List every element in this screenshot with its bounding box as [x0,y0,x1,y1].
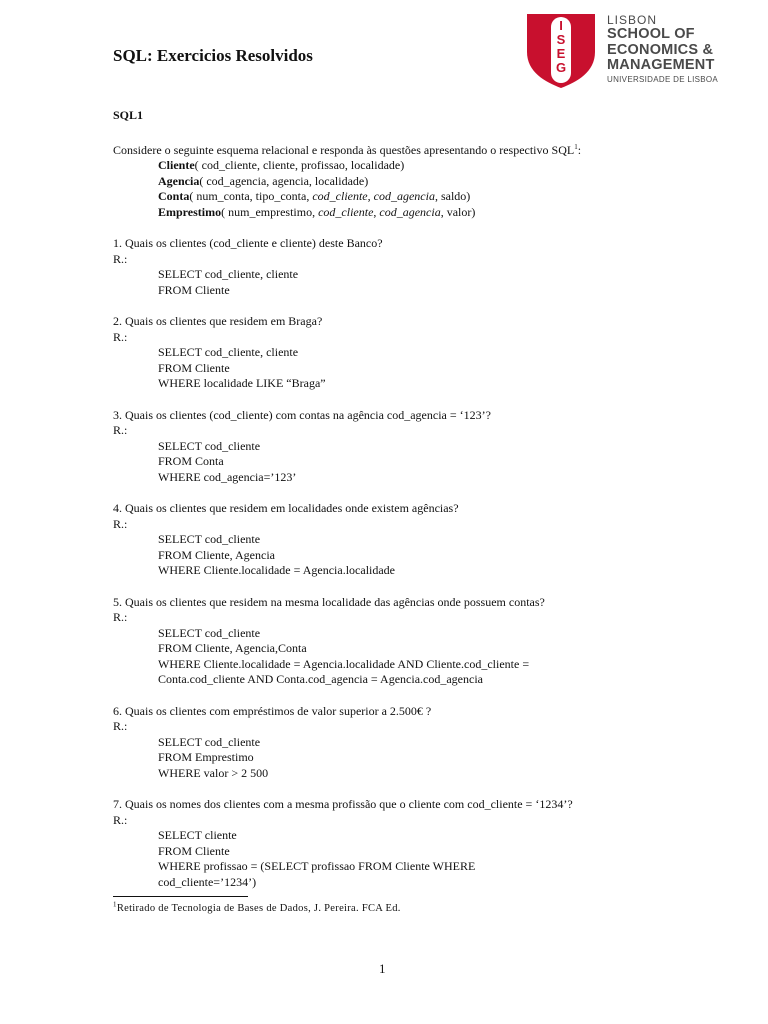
relational-schema [113,158,713,220]
sql-line: FROM Emprestimo [158,750,254,764]
document-body [113,108,713,890]
intro-text: Considere o seguinte esquema relacional e responda às questões apresentando o respectivo SQL [113,142,575,157]
answer-label: R.: [113,812,128,827]
sql-line: FROM Cliente, Agencia,Conta [158,641,307,655]
footnote-ref[interactable]: 1 [574,142,578,151]
intro-paragraph [113,143,713,159]
sql-line: SELECT cod_cliente [158,625,261,640]
school-name [607,14,718,84]
sql-line: WHERE localidade LIKE “Braga” [158,376,326,390]
questions-list [113,236,713,890]
page-number: 1 [379,961,386,976]
question-text: 3. Quais os clientes (cod_cliente) com contas na agência cod_agencia = ‘123’? [113,407,491,422]
sql-line: FROM Conta [158,454,224,468]
schema-attributes: , [367,189,374,203]
sql-line: FROM Cliente [158,843,230,858]
sql-line: Conta.cod_cliente AND Conta.cod_agencia = Agencia.cod_agencia [158,672,483,686]
answer-label: R.: [113,516,128,531]
schema-attributes: ( num_emprestimo, [221,204,319,219]
question-block [113,797,713,890]
schema-table-name: Cliente [158,158,195,172]
schema-row [158,174,713,190]
question-text: 5. Quais os clientes que residem na mesma localidade das agências onde possuem contas? [113,594,545,609]
footnote-text: Retirado de Tecnologia de Bases de Dados, J. Pereira. FCA Ed. [116,903,401,914]
intro-colon: : [577,142,582,157]
schema-row [158,189,713,205]
logo-line-management: MANAGEMENT [607,57,715,73]
logo-line-university: UNIVERSIDADE DE LISBOA [607,74,719,84]
schema-table-name: Agencia [158,173,200,188]
schema-row [158,205,713,221]
answer-label: R.: [113,610,128,624]
answer-label: R.: [113,423,128,437]
answer-label: R.: [113,719,128,733]
schema-attributes: ( cod_cliente, cliente, profissao, localidade) [194,158,405,172]
sql-line: WHERE profissao = (SELECT profissao FROM Cliente WHERE [158,859,476,873]
logo-line-lisbon: LISBON [607,13,658,27]
sql-line: WHERE Cliente.localidade = Agencia.localidade [158,563,396,577]
question-text: 2. Quais os clientes que residem em Braga? [113,314,323,328]
schema-foreign-key: cod_agencia [379,204,441,219]
svg-text:ISEG: I S E G [555,18,567,75]
schema-table-name: Emprestimo [158,204,222,219]
schema-attributes: , valor) [440,204,476,219]
schema-row [158,158,713,174]
question-text: 1. Quais os clientes (cod_cliente e cliente) deste Banco? [113,236,383,250]
schema-attributes: , saldo) [434,189,471,203]
footnote [113,900,401,914]
sql-line: FROM Cliente [158,282,230,297]
schema-foreign-key: cod_cliente [312,189,368,203]
sql-line: SELECT cod_cliente, cliente [158,345,299,359]
question-block [113,314,713,392]
logo-line-school: SCHOOL OF [607,26,695,42]
schema-foreign-key: cod_cliente [318,204,374,219]
question-block [113,501,713,579]
sql-line: WHERE Cliente.localidade = Agencia.localidade AND Cliente.cod_cliente = [158,656,530,671]
sql-line: FROM Cliente, Agencia [158,547,275,562]
answer-label: R.: [113,251,128,266]
question-text: 7. Quais os nomes dos clientes com a mesma profissão que o cliente com cod_cliente = ‘1234’? [113,797,573,811]
schema-table-name: Conta [158,189,190,203]
question-block [113,595,713,688]
sql-line: WHERE valor > 2 500 [158,765,269,780]
sql-line: cod_cliente=’1234’) [158,874,257,889]
schema-attributes: ( cod_agencia, agencia, localidade) [199,173,369,188]
footnote-rule [113,896,248,897]
sql-line: SELECT cod_cliente, cliente [158,267,299,281]
footnote-mark: 1 [113,900,117,909]
question-block [113,236,713,298]
sql-line: SELECT cliente [158,828,237,842]
schema-attributes: , [373,204,380,219]
sql-line: WHERE cod_agencia=’123’ [158,469,297,484]
section-heading: SQL1 [113,108,144,122]
answer-label: R.: [113,329,128,344]
question-text: 6. Quais os clientes com empréstimos de valor superior a 2.500€ ? [113,703,432,718]
logo-line-economics: ECONOMICS & [607,41,714,58]
sql-line: FROM Cliente [158,360,230,375]
question-text: 4. Quais os clientes que residem em localidades onde existem agências? [113,501,459,515]
schema-foreign-key: cod_agencia [373,189,435,203]
sql-line: SELECT cod_cliente [158,734,261,749]
iseg-shield-icon [527,14,595,88]
document-title: SQL: Exercicios Resolvidos [113,46,313,65]
schema-attributes: ( num_conta, tipo_conta, [189,189,313,203]
sql-line: SELECT cod_cliente [158,532,261,546]
iseg-logo [527,14,737,88]
question-block [113,408,713,486]
question-block [113,704,713,782]
sql-line: SELECT cod_cliente [158,438,261,453]
